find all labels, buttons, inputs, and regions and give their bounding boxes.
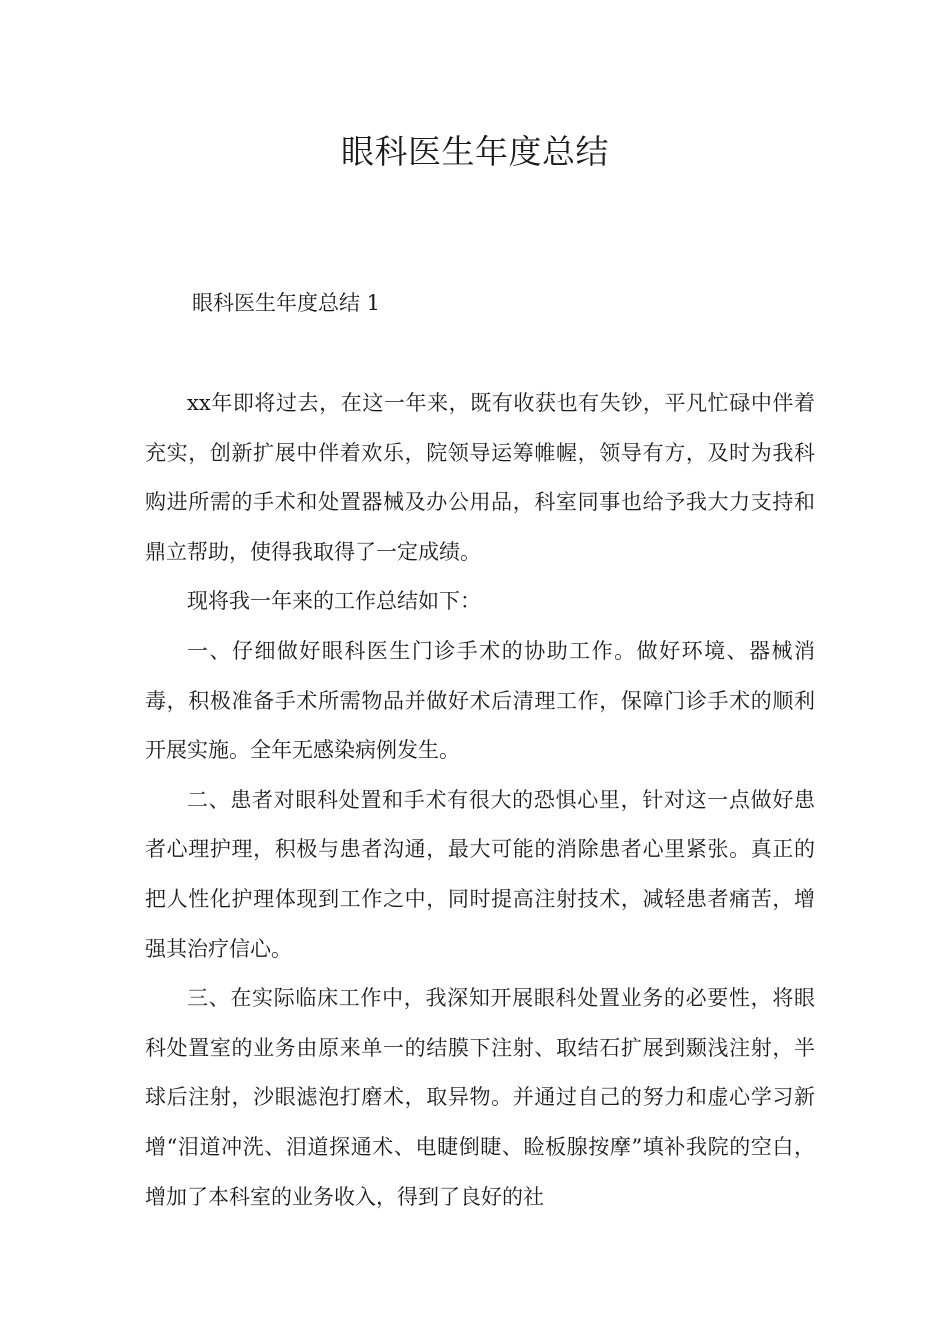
paragraph-intro: xx年即将过去，在这一年来，既有收获也有失钞，平凡忙碌中伴着充实，创新扩展中伴着欢乐，院领导运筹帷幄，领导有方，及时为我科购进所需的手术和处置器械及办公用品，科室同事也给予我大力支持和鼎立帮助，使得我取得了一定成绩。 (145, 391, 815, 564)
paragraph-item-1: 一、仔细做好眼科医生门诊手术的协助工作。做好环境、器械消毒，积极准备手术所需物品并做好术后清理工作，保障门诊手术的顺利开展实施。全年无感染病例发生。 (145, 638, 815, 763)
paragraph-item-2: 二、患者对眼科处置和手术有很大的恐惧心里，针对这一点做好患者心理护理，积极与患者沟通，最大可能的消除患者心里紧张。真正的把人性化护理体现到工作之中，同时提高注射技术，减轻患者痛苦，增强其治疗信心。 (145, 787, 815, 961)
document-title: 眼科医生年度总结 (341, 132, 609, 171)
document-body (145, 379, 815, 1222)
paragraph-item-3: 三、在实际临床工作中，我深知开展眼科处置业务的必要性，将眼科处置室的业务由原来单一的结膜下注射、取结石扩展到颞浅注射，半球后注射，沙眼滤泡打磨术，取异物。并通过自己的努力和虚心学习新增“泪道冲洗、泪道探通术、电睫倒睫、睑板腺按摩”填补我院的空白，增加了本科室的业务收入，得到了良好的社 (145, 986, 815, 1209)
paragraph-summary-lead: 现将我一年来的工作总结如下： (187, 589, 481, 614)
section-heading: 眼科医生年度总结 1 (192, 291, 381, 315)
